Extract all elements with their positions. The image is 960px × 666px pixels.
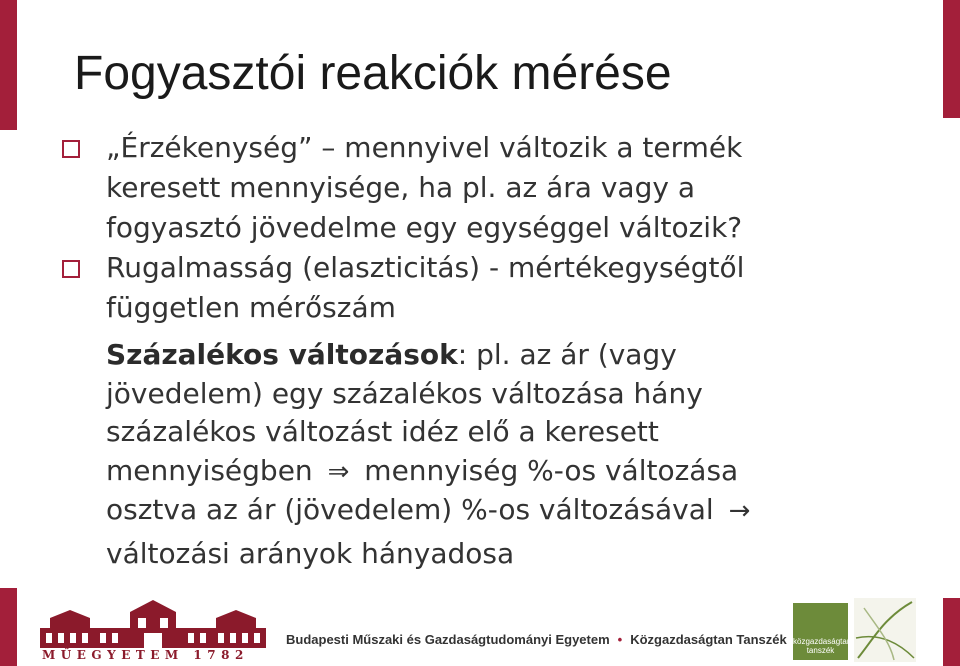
hollow-square-icon [62, 260, 80, 278]
right-arrow-icon: → [728, 495, 751, 526]
double-arrow-icon: ⇒ [327, 457, 350, 488]
hollow-square-icon [62, 140, 80, 158]
bullet-line: független mérőszám [106, 291, 396, 324]
university-name: Budapesti Műszaki és Gazdaságtudományi Egyetem [286, 632, 610, 647]
para-line [106, 452, 756, 491]
department-name: Közgazdaságtan Tanszék [630, 632, 787, 647]
percentage-change-paragraph [106, 336, 756, 573]
footer-institution [286, 632, 787, 647]
department-logo [793, 603, 852, 660]
bullet-text [106, 128, 742, 248]
bullet-line: „Érzékenység” – mennyivel változik a termék [106, 131, 743, 164]
bullet-line: Rugalmasság (elaszticitás) - mértékegységtől [106, 251, 745, 284]
bullet-line: keresett mennyisége, ha pl. az ára vagy a [106, 171, 695, 204]
left-accent-bar-bottom [0, 588, 17, 666]
bold-lead: Százalékos változások [106, 338, 458, 371]
muegyetem-wordmark: MŰEGYETEM 1782 [42, 648, 249, 662]
bullet-line: fogyasztó jövedelme egy egységgel változik? [106, 211, 743, 244]
right-accent-bar-top [943, 0, 960, 118]
right-accent-bar-bottom [943, 598, 960, 666]
para-text: mennyiség %-os változása [364, 454, 739, 488]
kt-logo-line2: tanszék [806, 646, 835, 655]
bullet-text [106, 248, 744, 328]
left-accent-bar-top [0, 0, 17, 130]
para-line: jövedelem) egy százalékos változása hány [106, 376, 703, 410]
para-line: változási arányok hányadosa [106, 536, 515, 570]
university-building-logo [40, 598, 266, 650]
para-text: osztva az ár (jövedelem) %-os változásával [106, 492, 714, 526]
slide-title: Fogyasztói reakciók mérése [74, 47, 672, 100]
para-line: százalékos változást idéz elő a keresett [106, 415, 659, 449]
footer-separator: • [617, 632, 623, 647]
kt-logo-line1: közgazdaságtan [793, 637, 852, 646]
para-line [106, 336, 756, 375]
decorative-curves-icon [854, 598, 916, 662]
para-text: : pl. az ár (vagy [457, 338, 677, 371]
para-text: mennyiségben [106, 454, 313, 488]
para-line [106, 491, 756, 535]
